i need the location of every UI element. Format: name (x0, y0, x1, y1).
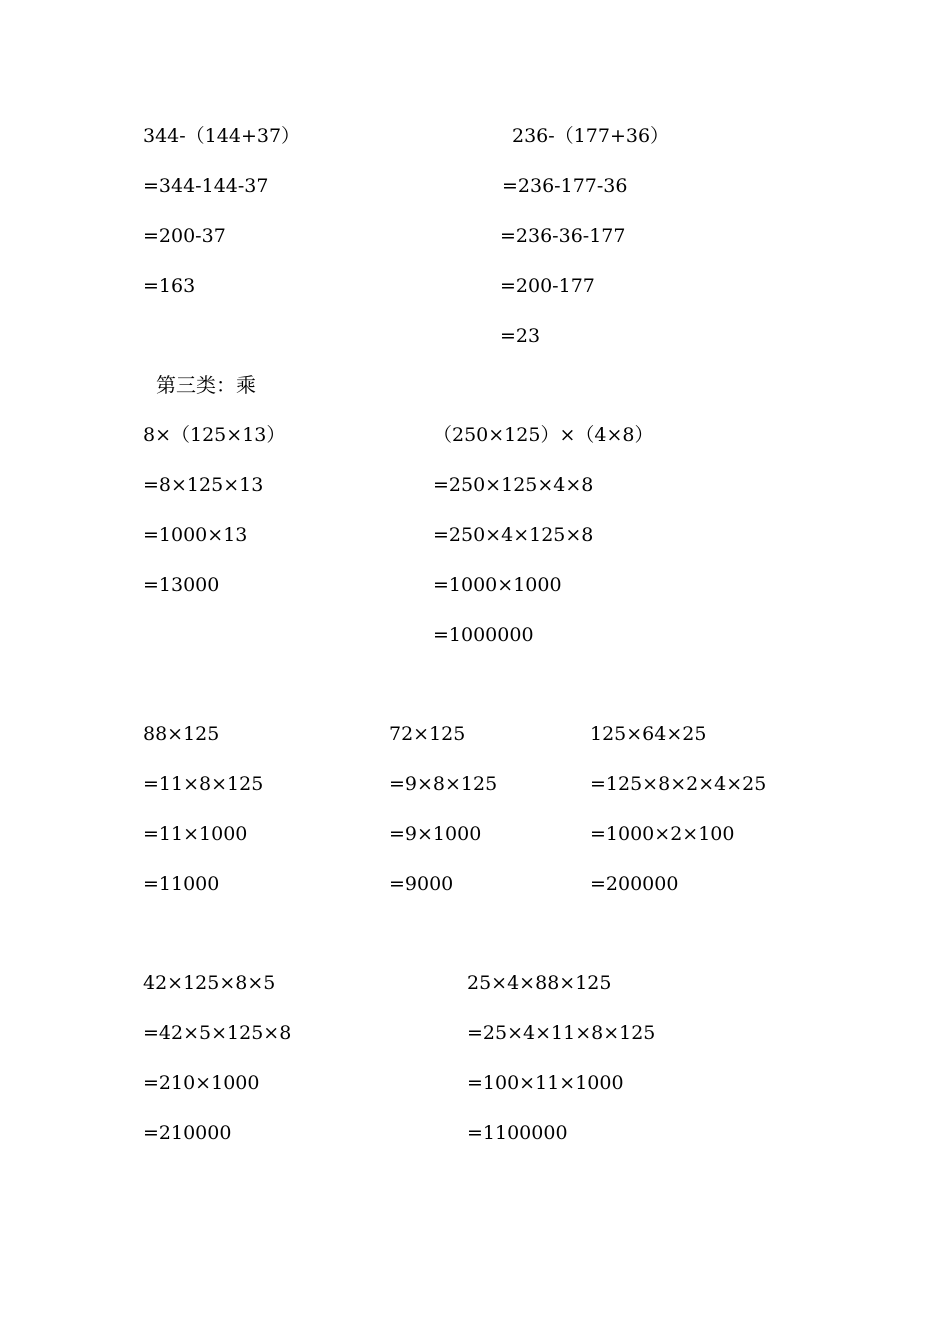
calc-line: =200-177 (500, 275, 595, 297)
calc-line: （250×125）×（4×8） (433, 424, 654, 446)
calc-line: =1000×13 (143, 524, 248, 546)
calc-line: =9×8×125 (389, 773, 498, 795)
calc-line: =344-144-37 (143, 175, 269, 197)
calc-line: =236-36-177 (500, 225, 626, 247)
calc-line: 8×（125×13） (143, 424, 286, 446)
calc-line: 125×64×25 (590, 723, 707, 745)
calc-line: =163 (143, 275, 196, 297)
calc-line: =1000×2×100 (590, 823, 735, 845)
calc-line: 72×125 (389, 723, 466, 745)
calc-line: =25×4×11×8×125 (467, 1022, 656, 1044)
calc-line: =1000×1000 (433, 574, 562, 596)
section-heading: 第三类：乘 (156, 373, 256, 397)
calc-line: =42×5×125×8 (143, 1022, 292, 1044)
calc-line: =250×4×125×8 (433, 524, 594, 546)
calc-line: =1100000 (467, 1122, 568, 1144)
calc-line: =210000 (143, 1122, 232, 1144)
calc-line: =9×1000 (389, 823, 482, 845)
calc-line: =1000000 (433, 624, 534, 646)
calc-line: =200000 (590, 873, 679, 895)
calc-line: =8×125×13 (143, 474, 264, 496)
calc-line: =13000 (143, 574, 220, 596)
calc-line: 236-（177+36） (512, 125, 670, 147)
calc-line: 42×125×8×5 (143, 972, 276, 994)
calc-line: =210×1000 (143, 1072, 260, 1094)
calc-line: =125×8×2×4×25 (590, 773, 767, 795)
calc-line: =9000 (389, 873, 454, 895)
calc-line: =11000 (143, 873, 220, 895)
calc-line: 344-（144+37） (143, 125, 301, 147)
calc-line: 25×4×88×125 (467, 972, 612, 994)
calc-line: =100×11×1000 (467, 1072, 624, 1094)
calc-line: =11×8×125 (143, 773, 264, 795)
calc-line: =236-177-36 (502, 175, 628, 197)
calc-line: =200-37 (143, 225, 226, 247)
calc-line: =11×1000 (143, 823, 248, 845)
calc-line: =23 (500, 325, 541, 347)
calc-line: 88×125 (143, 723, 220, 745)
calc-line: =250×125×4×8 (433, 474, 594, 496)
